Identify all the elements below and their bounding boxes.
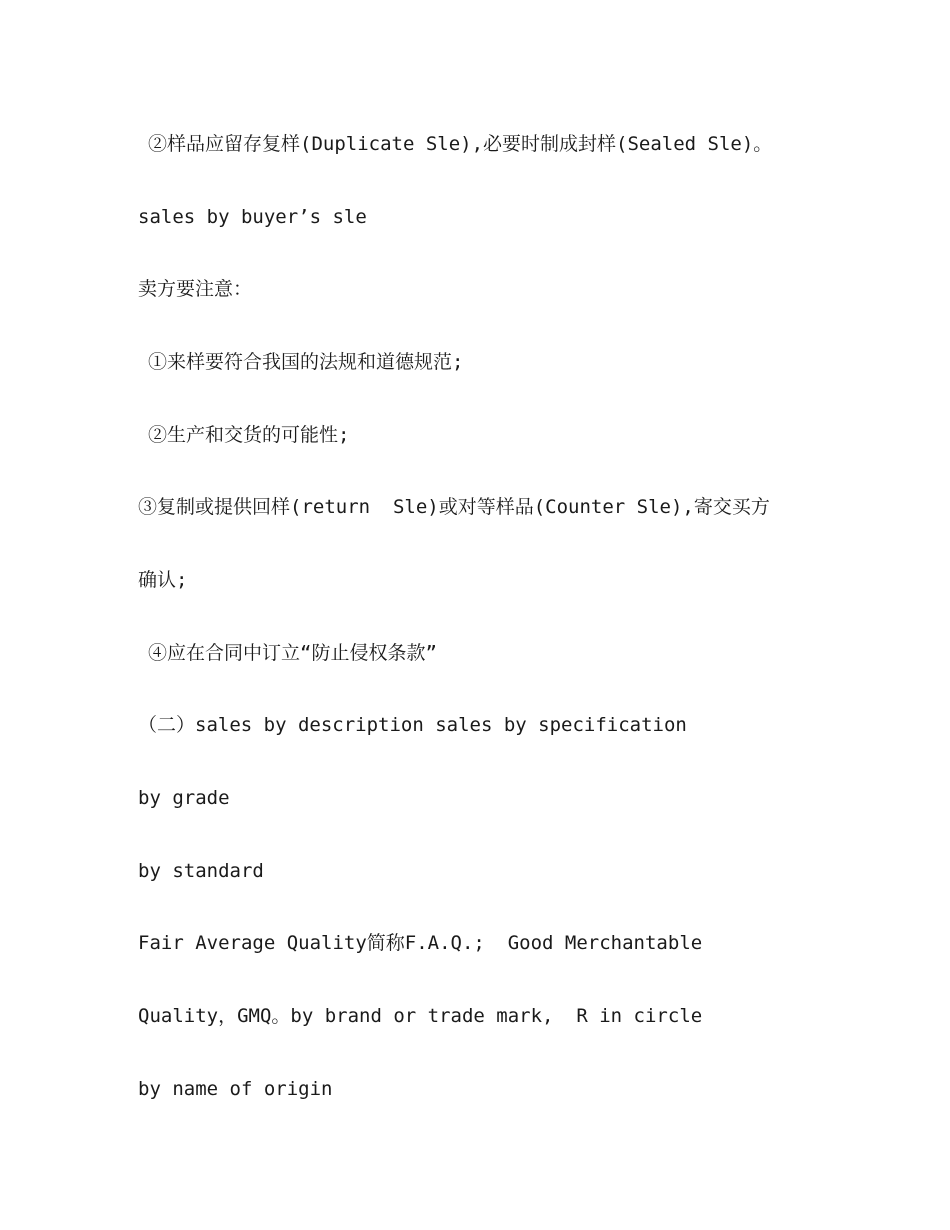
text-line: ③复制或提供回样(return Sle)或对等样品(Counter Sle),寄交买方 — [138, 496, 770, 518]
text-line: ①来样要符合我国的法规和道德规范; — [148, 351, 464, 373]
text-line: 确认; — [138, 569, 188, 591]
text-line: ④应在合同中订立“防止侵权条款” — [148, 642, 437, 664]
text-line: sales by buyer’s sle — [138, 206, 367, 228]
text-line: by name of origin — [138, 1078, 333, 1100]
text-line: 卖方要注意： — [138, 278, 253, 300]
text-line: Fair Average Quality简称F.A.Q.; Good Merchantable — [138, 932, 703, 954]
text-line: by grade — [138, 787, 230, 809]
text-line: （二）sales by description sales by specification — [138, 714, 687, 736]
text-line: ②样品应留存复样(Duplicate Sle),必要时制成封样(Sealed Sle)。 — [148, 133, 773, 155]
text-line: ②生产和交货的可能性; — [148, 424, 350, 446]
text-line: Quality，GMQ。by brand or trade mark, R in circle — [138, 1005, 703, 1027]
text-line: by standard — [138, 860, 264, 882]
